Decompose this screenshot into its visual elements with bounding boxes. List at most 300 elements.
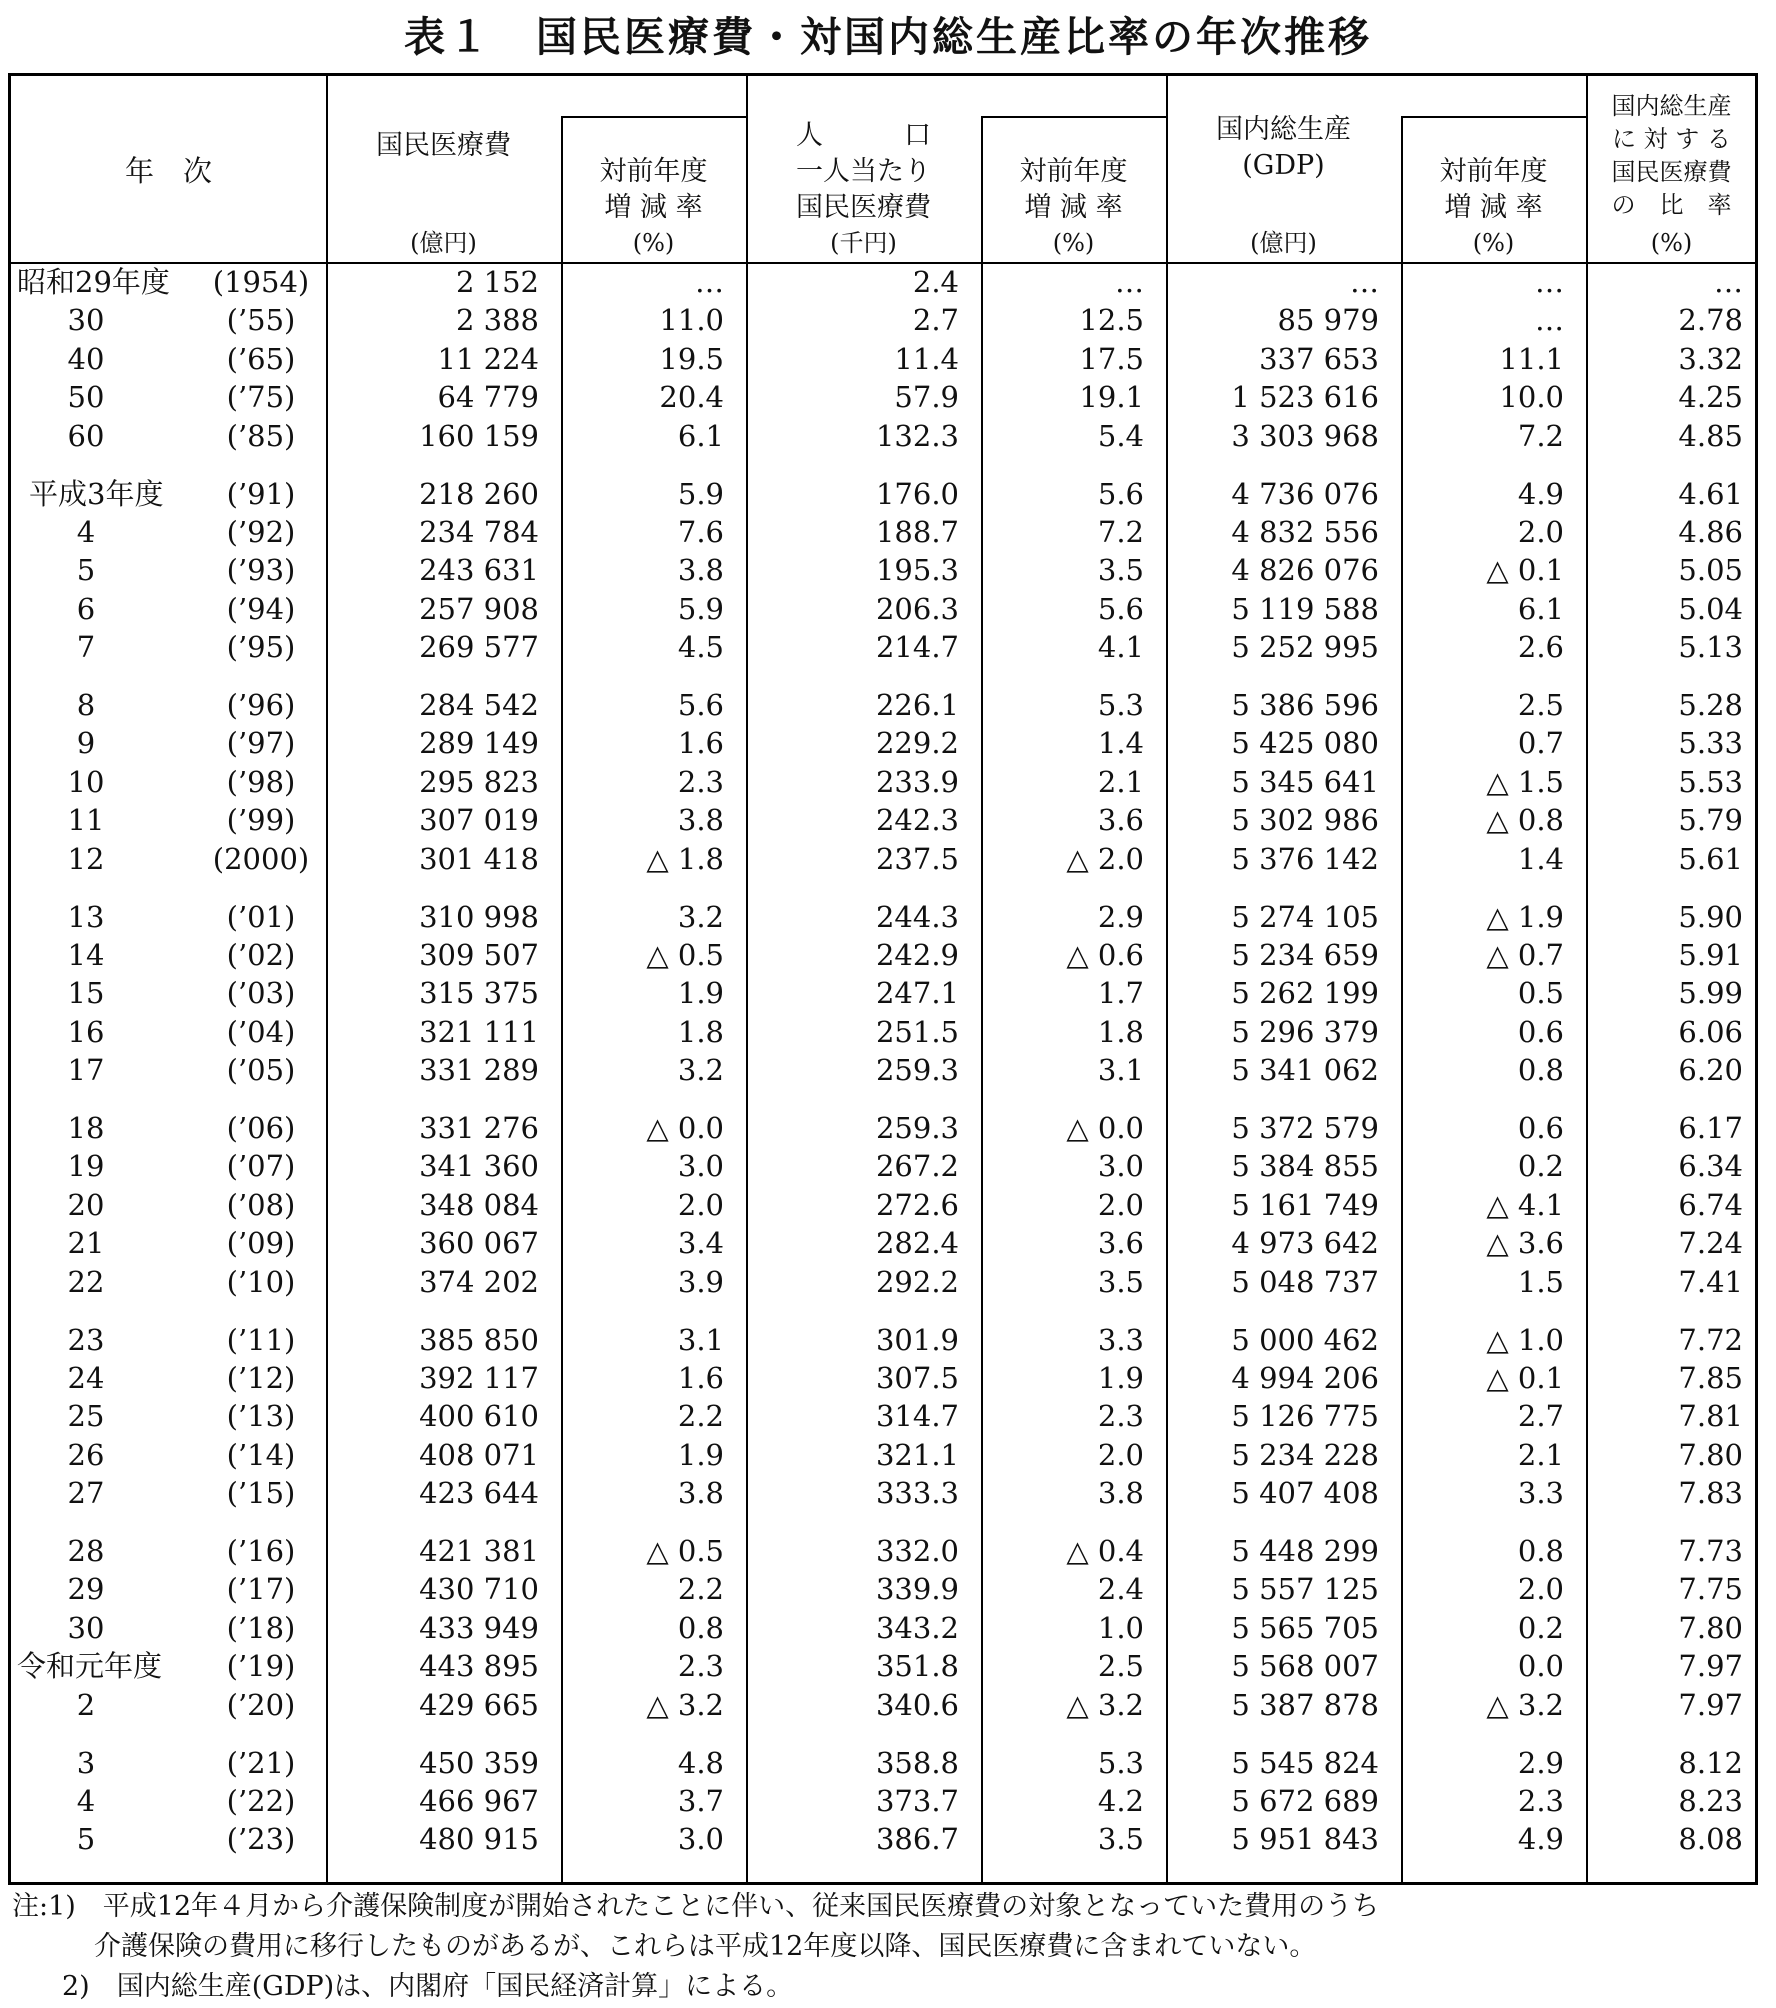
medical-expenditure: 421 381 (419, 1534, 539, 1568)
ratio-to-gdp: 5.04 (1678, 591, 1743, 626)
per-capita-change-rate: 3.6 (1097, 803, 1144, 838)
ratio-to-gdp: 5.90 (1678, 899, 1743, 934)
western-year: (’02) (226, 937, 296, 972)
per-capita-expenditure: 2.7 (912, 303, 959, 338)
per-capita-change-rate: 2.5 (1097, 1649, 1144, 1684)
per-capita-expenditure: 358.8 (875, 1745, 959, 1780)
year-label: 7 (76, 630, 96, 665)
year-label: 28 (67, 1534, 105, 1568)
per-capita-expenditure: 373.7 (875, 1783, 959, 1818)
ratio-to-gdp: 5.33 (1678, 726, 1743, 761)
gdp-value: 5 407 408 (1231, 1476, 1379, 1511)
ratio-to-gdp: 5.79 (1678, 803, 1743, 838)
gdp-change-rate: 1.5 (1517, 1264, 1564, 1299)
per-capita-change-rate: … (1115, 265, 1144, 299)
expenditure-change-rate: 4.5 (677, 630, 724, 665)
year-label: 12 (67, 841, 105, 876)
medical-expenditure: 480 915 (419, 1822, 539, 1857)
medical-expenditure: 160 159 (419, 418, 539, 453)
year-label: 6 (76, 591, 96, 626)
header-unit: (億円) (410, 229, 477, 257)
gdp-value: 5 048 737 (1231, 1264, 1379, 1299)
gdp-change-rate: 3.3 (1517, 1476, 1564, 1511)
gdp-change-rate: 2.6 (1517, 630, 1564, 665)
expenditure-change-rate: 3.0 (677, 1149, 724, 1184)
header-unit: (億円) (1250, 229, 1317, 257)
per-capita-change-rate: 3.5 (1097, 1264, 1144, 1299)
ratio-to-gdp: 7.80 (1678, 1437, 1743, 1472)
per-capita-expenditure: 343.2 (875, 1610, 959, 1645)
per-capita-expenditure: 237.5 (875, 841, 959, 876)
per-capita-change-rate: 2.9 (1097, 899, 1144, 934)
gdp-value: 4 832 556 (1231, 514, 1379, 549)
western-year: (’19) (226, 1649, 296, 1684)
gdp-value: 5 384 855 (1231, 1149, 1379, 1184)
western-year: (’85) (226, 418, 296, 453)
footnote-1-continued: 介護保険の費用に移行したものがあるが、これらは平成12年度以降、国民医療費に含まれていない。 (94, 1931, 1317, 1962)
gdp-change-rate: 4.9 (1517, 1822, 1564, 1857)
year-label: 50 (67, 380, 105, 415)
gdp-change-rate: 0.8 (1517, 1053, 1564, 1088)
expenditure-change-rate: △ 0.5 (646, 1534, 724, 1568)
gdp-value: 5 262 199 (1231, 976, 1379, 1011)
header-per-capita-line: 国民医療費 (796, 192, 931, 223)
per-capita-change-rate: 2.1 (1097, 764, 1144, 799)
per-capita-expenditure: 272.6 (875, 1187, 959, 1222)
ratio-to-gdp: 7.75 (1678, 1572, 1743, 1607)
western-year: (’23) (226, 1822, 296, 1857)
header-rate-line: 対前年度 (599, 156, 708, 187)
ratio-to-gdp: 8.23 (1678, 1783, 1743, 1818)
gdp-value: 5 345 641 (1231, 764, 1379, 799)
per-capita-change-rate: 1.9 (1097, 1360, 1144, 1395)
western-year: (’20) (226, 1687, 296, 1722)
western-year: (’09) (226, 1226, 296, 1261)
per-capita-change-rate: 5.3 (1097, 688, 1144, 722)
ratio-to-gdp: 6.34 (1678, 1149, 1743, 1184)
expenditure-change-rate: 1.8 (677, 1014, 724, 1049)
per-capita-change-rate: 4.1 (1097, 630, 1144, 665)
gdp-change-rate: 7.2 (1517, 418, 1564, 453)
expenditure-change-rate: 2.2 (677, 1572, 724, 1607)
header-unit: (%) (1472, 229, 1515, 257)
gdp-change-rate: 0.0 (1517, 1649, 1564, 1684)
year-label: 4 (76, 1783, 96, 1818)
header-rate-line: 対前年度 (1439, 156, 1548, 187)
header-gdp-line: (GDP) (1242, 150, 1325, 181)
gdp-value: 5 302 986 (1231, 803, 1379, 838)
ratio-to-gdp: 6.20 (1678, 1053, 1743, 1088)
ratio-to-gdp: 7.72 (1678, 1322, 1743, 1357)
ratio-to-gdp: 7.97 (1678, 1649, 1743, 1684)
ratio-to-gdp: … (1714, 265, 1743, 299)
ratio-to-gdp: 7.83 (1678, 1476, 1743, 1511)
expenditure-change-rate: 3.7 (677, 1783, 724, 1818)
year-label: 11 (67, 803, 105, 838)
ratio-to-gdp: 4.61 (1678, 476, 1743, 511)
per-capita-change-rate: 7.2 (1097, 514, 1144, 549)
medical-expenditure: 310 998 (419, 899, 539, 934)
medical-expenditure: 348 084 (419, 1187, 539, 1222)
per-capita-expenditure: 321.1 (875, 1437, 959, 1472)
expenditure-change-rate: 3.1 (677, 1322, 724, 1357)
header-per-capita-line: 人 口 (796, 120, 931, 151)
per-capita-change-rate: 3.3 (1097, 1322, 1144, 1357)
gdp-value: 5 161 749 (1231, 1187, 1379, 1222)
year-label: 4 (76, 514, 96, 549)
western-year: (’16) (226, 1534, 296, 1568)
gdp-value: 3 303 968 (1231, 418, 1379, 453)
per-capita-change-rate: 5.3 (1097, 1745, 1144, 1780)
expenditure-change-rate: △ 3.2 (646, 1687, 724, 1722)
ratio-to-gdp: 3.32 (1678, 341, 1743, 376)
header-rate-line: 増 減 率 (604, 192, 703, 223)
year-label: 40 (67, 341, 105, 376)
medical-expenditure: 430 710 (419, 1572, 539, 1607)
per-capita-change-rate: 3.8 (1097, 1476, 1144, 1511)
western-year: (’99) (226, 803, 296, 838)
gdp-change-rate: 1.4 (1517, 841, 1564, 876)
gdp-value: 1 523 616 (1231, 380, 1379, 415)
expenditure-change-rate: 2.3 (677, 1649, 724, 1684)
gdp-value: 337 653 (1259, 341, 1379, 376)
expenditure-change-rate: 3.8 (677, 553, 724, 588)
gdp-change-rate: 0.5 (1517, 976, 1564, 1011)
ratio-to-gdp: 5.99 (1678, 976, 1743, 1011)
ratio-to-gdp: 4.85 (1678, 418, 1743, 453)
ratio-to-gdp: 7.24 (1678, 1226, 1743, 1261)
expenditure-change-rate: 7.6 (677, 514, 724, 549)
ratio-to-gdp: 8.08 (1678, 1822, 1743, 1857)
per-capita-expenditure: 242.9 (875, 937, 959, 972)
year-label: 平成3年度 (29, 476, 164, 511)
western-year: (’17) (226, 1572, 296, 1607)
expenditure-change-rate: 5.9 (677, 476, 724, 511)
western-year: (’12) (226, 1360, 296, 1395)
medical-expenditure: 374 202 (419, 1264, 539, 1299)
gdp-change-rate: △ 0.8 (1486, 803, 1564, 838)
ratio-to-gdp: 4.86 (1678, 514, 1743, 549)
gdp-change-rate: 2.7 (1517, 1399, 1564, 1434)
table-title: 表１ 国民医療費・対国内総生産比率の年次推移 (404, 13, 1372, 61)
gdp-value: 4 736 076 (1231, 476, 1379, 511)
gdp-value: 5 557 125 (1231, 1572, 1379, 1607)
gdp-value: 5 565 705 (1231, 1610, 1379, 1645)
per-capita-change-rate: △ 0.6 (1066, 937, 1144, 972)
year-label: 10 (67, 764, 105, 799)
western-year: (’92) (226, 514, 296, 549)
gdp-change-rate: 0.6 (1517, 1014, 1564, 1049)
year-label: 17 (67, 1053, 105, 1088)
medical-expenditure: 218 260 (419, 476, 539, 511)
year-label: 令和元年度 (17, 1649, 163, 1684)
per-capita-change-rate: △ 2.0 (1066, 841, 1144, 876)
per-capita-expenditure: 188.7 (875, 514, 959, 549)
gdp-change-rate: 0.8 (1517, 1534, 1564, 1568)
expenditure-change-rate: 3.8 (677, 1476, 724, 1511)
gdp-change-rate: 2.1 (1517, 1437, 1564, 1472)
per-capita-change-rate: 2.0 (1097, 1187, 1144, 1222)
header-unit: (%) (632, 229, 675, 257)
gdp-change-rate: △ 0.1 (1486, 553, 1564, 588)
expenditure-change-rate: 5.9 (677, 591, 724, 626)
western-year: (’04) (226, 1014, 296, 1049)
year-label: 昭和29年度 (17, 265, 170, 299)
gdp-value: 5 126 775 (1231, 1399, 1379, 1434)
ratio-to-gdp: 7.80 (1678, 1610, 1743, 1645)
expenditure-change-rate: △ 1.8 (646, 841, 724, 876)
gdp-value: 5 568 007 (1231, 1649, 1379, 1684)
per-capita-change-rate: 1.0 (1097, 1610, 1144, 1645)
per-capita-change-rate: 3.0 (1097, 1149, 1144, 1184)
expenditure-change-rate: 5.6 (677, 688, 724, 722)
expenditure-change-rate: 2.0 (677, 1187, 724, 1222)
gdp-value: 5 234 659 (1231, 937, 1379, 972)
medical-expenditure: 321 111 (419, 1014, 539, 1049)
gdp-change-rate: 0.2 (1517, 1149, 1564, 1184)
western-year: (’11) (226, 1322, 296, 1357)
year-label: 14 (67, 937, 105, 972)
year-label: 5 (76, 553, 96, 588)
header-ratio-line: 国内総生産 (1611, 92, 1732, 120)
year-label: 26 (67, 1437, 105, 1472)
year-label: 16 (67, 1014, 105, 1049)
western-year: (2000) (212, 841, 310, 876)
western-year: (’65) (226, 341, 296, 376)
header-ratio-line: に 対 す る (1612, 125, 1731, 153)
medical-expenditure: 392 117 (419, 1360, 539, 1395)
western-year: (’05) (226, 1053, 296, 1088)
gdp-value: 5 372 579 (1231, 1111, 1379, 1145)
expenditure-change-rate: △ 0.0 (646, 1111, 724, 1145)
expenditure-change-rate: 2.2 (677, 1399, 724, 1434)
ratio-to-gdp: 7.41 (1678, 1264, 1743, 1299)
per-capita-expenditure: 244.3 (875, 899, 959, 934)
gdp-value: 5 386 596 (1231, 688, 1379, 722)
header-year: 年 次 (124, 154, 212, 188)
ratio-to-gdp: 7.73 (1678, 1534, 1743, 1568)
gdp-value: 5 672 689 (1231, 1783, 1379, 1818)
per-capita-expenditure: 206.3 (875, 591, 959, 626)
per-capita-change-rate: 1.7 (1097, 976, 1144, 1011)
medical-expenditure: 341 360 (419, 1149, 539, 1184)
per-capita-change-rate: △ 0.4 (1066, 1534, 1144, 1568)
western-year: (’95) (226, 630, 296, 665)
ratio-to-gdp: 5.05 (1678, 553, 1743, 588)
medical-expenditure: 2 388 (455, 303, 539, 338)
western-year: (’98) (226, 764, 296, 799)
medical-expenditure: 289 149 (419, 726, 539, 761)
gdp-value: 5 341 062 (1231, 1053, 1379, 1088)
western-year: (’10) (226, 1264, 296, 1299)
gdp-change-rate: … (1535, 265, 1564, 299)
per-capita-expenditure: 314.7 (875, 1399, 959, 1434)
per-capita-expenditure: 251.5 (875, 1014, 959, 1049)
per-capita-change-rate: 17.5 (1079, 341, 1144, 376)
gdp-value: 5 252 995 (1231, 630, 1379, 665)
per-capita-change-rate: 3.1 (1097, 1053, 1144, 1088)
per-capita-change-rate: △ 3.2 (1066, 1687, 1144, 1722)
year-label: 23 (67, 1322, 105, 1357)
per-capita-expenditure: 292.2 (875, 1264, 959, 1299)
per-capita-change-rate: 2.3 (1097, 1399, 1144, 1434)
year-label: 3 (76, 1745, 96, 1780)
gdp-change-rate: △ 4.1 (1486, 1187, 1564, 1222)
expenditure-change-rate: 3.8 (677, 803, 724, 838)
gdp-change-rate: 2.0 (1517, 514, 1564, 549)
gdp-value: 5 000 462 (1231, 1322, 1379, 1357)
header-divider (981, 116, 1166, 118)
medical-expenditure: 64 779 (437, 380, 539, 415)
medical-expenditure: 360 067 (419, 1226, 539, 1261)
per-capita-expenditure: 339.9 (875, 1572, 959, 1607)
per-capita-change-rate: 3.5 (1097, 553, 1144, 588)
per-capita-expenditure: 57.9 (894, 380, 959, 415)
medical-expenditure: 331 276 (419, 1111, 539, 1145)
western-year: (’08) (226, 1187, 296, 1222)
gdp-value: 5 387 878 (1231, 1687, 1379, 1722)
header-rate-line: 増 減 率 (1024, 192, 1123, 223)
footnote-1: 注:1) 平成12年４月から介護保険制度が開始されたことに伴い、従来国民医療費の対象となっていた費用のうち (12, 1891, 1380, 1922)
western-year: (’91) (226, 476, 296, 511)
year-label: 21 (67, 1226, 105, 1261)
expenditure-change-rate: 3.9 (677, 1264, 724, 1299)
expenditure-change-rate: 3.2 (677, 899, 724, 934)
gdp-change-rate: 0.6 (1517, 1111, 1564, 1145)
per-capita-expenditure: 307.5 (875, 1360, 959, 1395)
per-capita-expenditure: 229.2 (875, 726, 959, 761)
expenditure-change-rate: 0.8 (677, 1610, 724, 1645)
western-year: (’22) (226, 1783, 296, 1818)
gdp-value: 5 425 080 (1231, 726, 1379, 761)
gdp-value: 4 826 076 (1231, 553, 1379, 588)
medical-expenditure: 423 644 (419, 1476, 539, 1511)
year-label: 29 (67, 1572, 105, 1607)
medical-expenditure: 443 895 (419, 1649, 539, 1684)
per-capita-change-rate: △ 0.0 (1066, 1111, 1144, 1145)
gdp-change-rate: 6.1 (1517, 591, 1564, 626)
header-unit: (%) (1052, 229, 1095, 257)
medical-expenditure: 331 289 (419, 1053, 539, 1088)
year-label: 30 (67, 303, 105, 338)
year-label: 9 (76, 726, 96, 761)
per-capita-expenditure: 247.1 (875, 976, 959, 1011)
medical-expenditure: 433 949 (419, 1610, 539, 1645)
gdp-change-rate: 11.1 (1499, 341, 1564, 376)
medical-expenditure: 2 152 (455, 265, 539, 299)
year-label: 60 (67, 418, 105, 453)
per-capita-expenditure: 195.3 (875, 553, 959, 588)
ratio-to-gdp: 7.81 (1678, 1399, 1743, 1434)
expenditure-change-rate: 20.4 (659, 380, 724, 415)
per-capita-expenditure: 242.3 (875, 803, 959, 838)
gdp-value: 4 973 642 (1231, 1226, 1379, 1261)
gdp-change-rate: 0.2 (1517, 1610, 1564, 1645)
medical-expenditure: 408 071 (419, 1437, 539, 1472)
gdp-change-rate: △ 3.6 (1486, 1226, 1564, 1261)
medical-expenditure: 234 784 (419, 514, 539, 549)
expenditure-change-rate: △ 0.5 (646, 937, 724, 972)
per-capita-expenditure: 259.3 (875, 1111, 959, 1145)
medical-expenditure: 269 577 (419, 630, 539, 665)
per-capita-change-rate: 2.0 (1097, 1437, 1144, 1472)
gdp-value: 5 448 299 (1231, 1534, 1379, 1568)
gdp-value: 5 119 588 (1231, 591, 1379, 626)
year-label: 13 (67, 899, 105, 934)
year-label: 24 (67, 1360, 105, 1395)
medical-expenditure: 429 665 (419, 1687, 539, 1722)
per-capita-expenditure: 282.4 (875, 1226, 959, 1261)
western-year: (’93) (226, 553, 296, 588)
medical-expenditure: 284 542 (419, 688, 539, 722)
western-year: (’13) (226, 1399, 296, 1434)
western-year: (’55) (226, 303, 296, 338)
expenditure-change-rate: … (695, 265, 724, 299)
per-capita-change-rate: 12.5 (1079, 303, 1144, 338)
expenditure-change-rate: 1.9 (677, 1437, 724, 1472)
ratio-to-gdp: 7.97 (1678, 1687, 1743, 1722)
per-capita-change-rate: 5.6 (1097, 591, 1144, 626)
header-per-capita-line: 一人当たり (796, 156, 931, 187)
western-year: (’94) (226, 591, 296, 626)
per-capita-expenditure: 340.6 (875, 1687, 959, 1722)
western-year: (’21) (226, 1745, 296, 1780)
year-label: 2 (76, 1687, 96, 1722)
expenditure-change-rate: 3.4 (677, 1226, 724, 1261)
expenditure-change-rate: 11.0 (659, 303, 724, 338)
header-gdp-line: 国内総生産 (1216, 114, 1351, 145)
per-capita-change-rate: 1.4 (1097, 726, 1144, 761)
medical-expenditure: 400 610 (419, 1399, 539, 1434)
per-capita-change-rate: 3.6 (1097, 1226, 1144, 1261)
medical-expenditure: 295 823 (419, 764, 539, 799)
ratio-to-gdp: 6.06 (1678, 1014, 1743, 1049)
year-label: 18 (67, 1111, 105, 1145)
medical-expenditure: 243 631 (419, 553, 539, 588)
per-capita-expenditure: 301.9 (875, 1322, 959, 1357)
per-capita-change-rate: 5.4 (1097, 418, 1144, 453)
header-unit: (%) (1650, 229, 1693, 257)
medical-expenditure: 301 418 (419, 841, 539, 876)
gdp-change-rate: … (1535, 303, 1564, 338)
year-label: 27 (67, 1476, 105, 1511)
per-capita-expenditure: 233.9 (875, 764, 959, 799)
gdp-change-rate: 2.0 (1517, 1572, 1564, 1607)
ratio-to-gdp: 6.74 (1678, 1187, 1743, 1222)
gdp-change-rate: 0.7 (1517, 726, 1564, 761)
medical-expenditure: 309 507 (419, 937, 539, 972)
gdp-value: … (1350, 265, 1379, 299)
ratio-to-gdp: 8.12 (1678, 1745, 1743, 1780)
data-table (8, 73, 1758, 1885)
per-capita-change-rate: 4.2 (1097, 1783, 1144, 1818)
header-divider (1401, 116, 1586, 118)
medical-expenditure: 257 908 (419, 591, 539, 626)
western-year: (’97) (226, 726, 296, 761)
per-capita-change-rate: 19.1 (1079, 380, 1144, 415)
medical-expenditure: 11 224 (437, 341, 539, 376)
gdp-change-rate: 2.9 (1517, 1745, 1564, 1780)
per-capita-expenditure: 267.2 (875, 1149, 959, 1184)
gdp-change-rate: 2.5 (1517, 688, 1564, 722)
expenditure-change-rate: 6.1 (677, 418, 724, 453)
per-capita-expenditure: 351.8 (875, 1649, 959, 1684)
year-label: 19 (67, 1149, 105, 1184)
western-year: (’96) (226, 688, 296, 722)
per-capita-change-rate: 2.4 (1097, 1572, 1144, 1607)
gdp-change-rate: △ 1.9 (1486, 899, 1564, 934)
gdp-change-rate: 10.0 (1499, 380, 1564, 415)
